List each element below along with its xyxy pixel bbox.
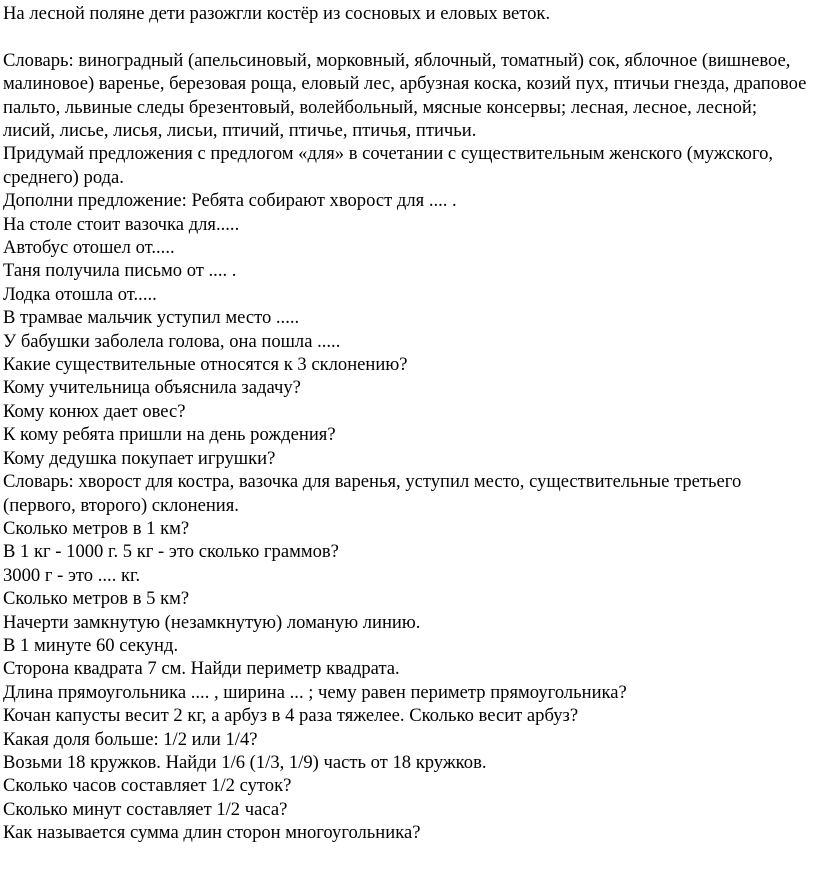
blank-line bbox=[3, 25, 812, 48]
text-line-math: Как называется сумма длин сторон многоугольника? bbox=[3, 822, 421, 844]
text-line-math: Начерти замкнутую (незамкнутую) ломаную линию. bbox=[3, 611, 421, 633]
text-line-task: Таня получила письмо от .... . bbox=[3, 260, 237, 282]
text-line-question: Кому конюх дает овес? bbox=[3, 400, 186, 422]
text-line-math: 3000 г - это .... кг. bbox=[3, 564, 141, 586]
text-line-task: У бабушки заболела голова, она пошла ..... bbox=[3, 330, 341, 352]
text-line-vocabulary-2: Словарь: хворост для костра, вазочка для варенья, уступил место, существительные третьего (первого, второго) склонения. bbox=[3, 471, 742, 516]
text-line-math: Сколько часов составляет 1/2 суток? bbox=[3, 775, 292, 797]
text-line-math: Сколько метров в 5 км? bbox=[3, 588, 190, 610]
text-line-task: Дополни предложение: Ребята собирают хворост для .... . bbox=[3, 190, 457, 212]
text-line-task: Придумай предложения с предлогом «для» в сочетании с существительным женского (мужского, среднего) рода. bbox=[3, 143, 774, 188]
text-line-task: На столе стоит вазочка для..... bbox=[3, 213, 240, 235]
text-line-math: Сколько минут составляет 1/2 часа? bbox=[3, 798, 288, 820]
text-line-math: Длина прямоугольника .... , ширина ... ; чему равен периметр прямоугольника? bbox=[3, 681, 627, 703]
text-line-intro: На лесной поляне дети разожгли костёр из сосновых и еловых веток. bbox=[3, 3, 551, 24]
text-line-math: Возьми 18 кружков. Найди 1/6 (1/3, 1/9) часть от 18 кружков. bbox=[3, 751, 487, 773]
text-line-math: Кочан капусты весит 2 кг, а арбуз в 4 раза тяжелее. Сколько весит арбуз? bbox=[3, 705, 579, 727]
text-line-question: Кому учительница объяснила задачу? bbox=[3, 377, 301, 399]
text-line-vocabulary-1: Словарь: виноградный (апельсиновый, морковный, яблочный, томатный) сок, яблочное (вишневое, малиновое) варенье, березовая роща, еловый лес, арбузная коска, козий пух, птичьи гнезда, драповое пальто, львиные следы брезентовый, волейбольный, мясные консервы; лесная, лесное, лесной; лисий, лисье, лисья, лисьи, птичий, птичье, птичья, птичьи. bbox=[3, 49, 807, 142]
text-line-math: Сторона квадрата 7 см. Найди периметр квадрата. bbox=[3, 658, 400, 680]
text-line-question: Кому дедушка покупает игрушки? bbox=[3, 447, 276, 469]
text-line-math: В 1 минуте 60 секунд. bbox=[3, 634, 179, 656]
text-line-question: Какие существительные относятся к 3 склонению? bbox=[3, 354, 408, 376]
text-line-math: Сколько метров в 1 км? bbox=[3, 517, 190, 539]
text-line-math: В 1 кг - 1000 г. 5 кг - это сколько граммов? bbox=[3, 541, 339, 563]
text-line-task: Автобус отошел от..... bbox=[3, 237, 175, 259]
text-line-math: Какая доля больше: 1/2 или 1/4? bbox=[3, 728, 258, 750]
text-line-task: В трамвае мальчик уступил место ..... bbox=[3, 307, 300, 329]
text-line-question: К кому ребята пришли на день рождения? bbox=[3, 424, 336, 446]
text-line-task: Лодка отошла от..... bbox=[3, 283, 157, 305]
